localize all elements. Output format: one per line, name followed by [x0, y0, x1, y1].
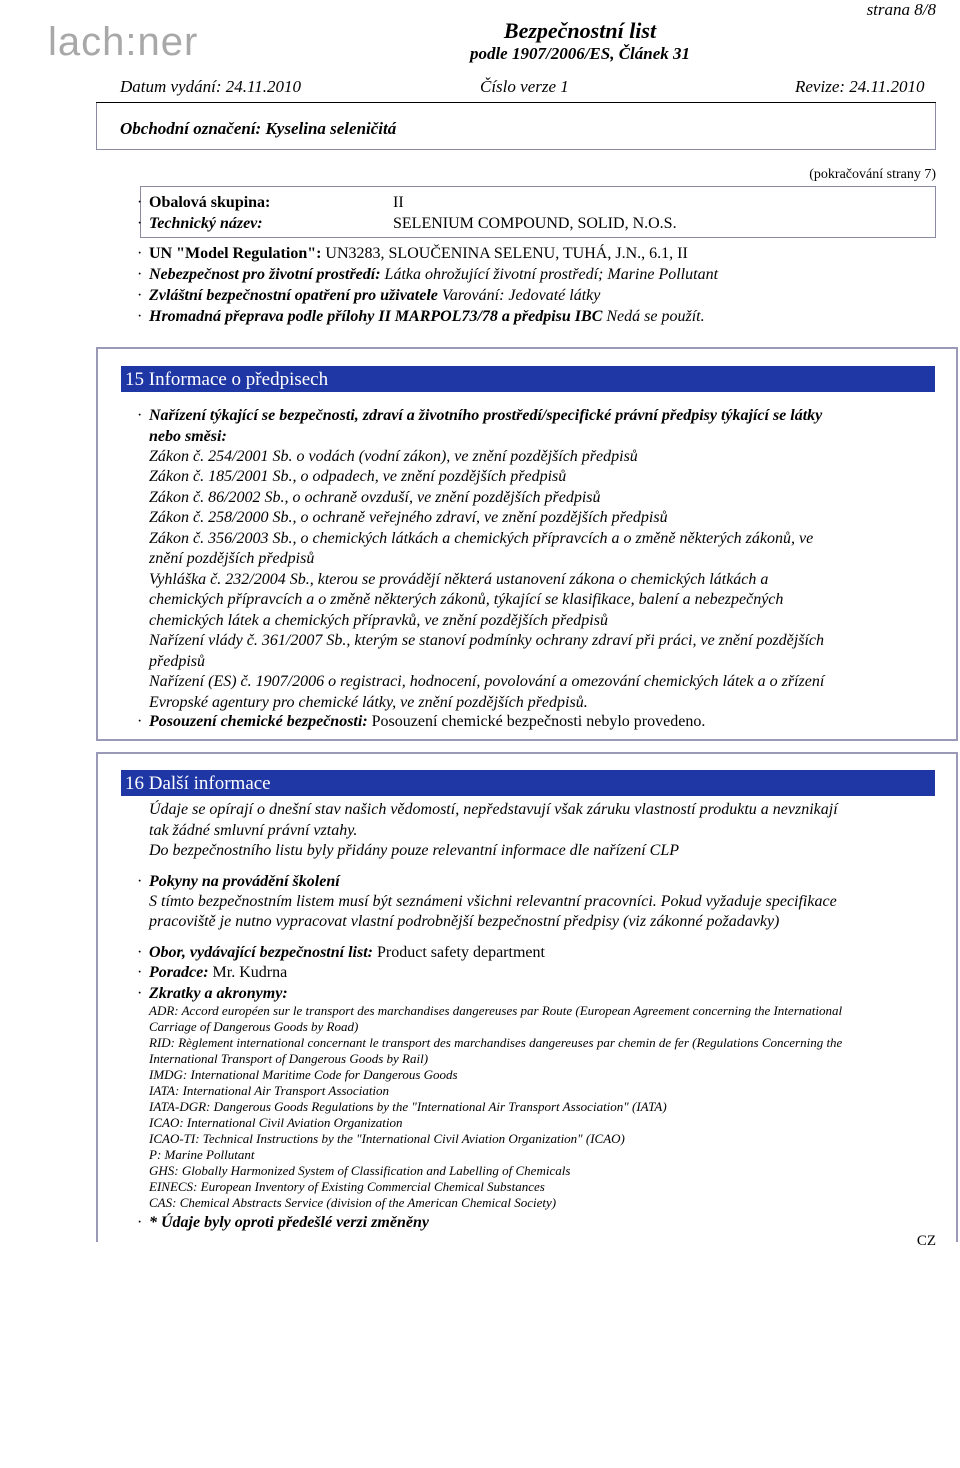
abbreviations-label: Zkratky a akronymy: [149, 985, 288, 1002]
bulk-transport-label: Hromadná přeprava podle přílohy II MARPOL73/78 a předpisu IBC [149, 308, 603, 325]
training-line: pracoviště je nutno vypracovat vlastní podrobnější bezpečnostní předpisy (viz zákonné požadavky) [149, 913, 780, 930]
regulation-label: Nařízení týkající se bezpečnosti, zdraví a životního prostředí/specifické právní předpisy týkající se látky [149, 407, 823, 424]
un-model-label: UN "Model Regulation": [149, 245, 322, 262]
abbreviation-line: ICAO: International Civil Aviation Organization [149, 1115, 403, 1130]
law-line: Zákon č. 258/2000 Sb., o ochraně veřejného zdraví, ve znění pozdějších předpisů [149, 509, 668, 526]
technical-name-row: · Technický název: [137, 215, 263, 232]
document-subtitle: podle 1907/2006/ES, Článek 31 [469, 44, 691, 63]
issue-date: Datum vydání: 24.11.2010 [120, 77, 301, 96]
technical-name-value: SELENIUM COMPOUND, SOLID, N.O.S. [393, 215, 677, 232]
regulation-label-cont: nebo směsi: [149, 428, 227, 445]
law-line: chemických látek a chemických přípravků, ve znění pozdějších předpisů [149, 612, 608, 629]
law-line: Nařízení (ES) č. 1907/2006 o registraci, hodnocení, povolování a omezování chemických látek a o zřízení [149, 673, 825, 690]
special-precautions-label: Zvláštní bezpečnostní opatření pro uživatele [149, 287, 438, 304]
special-precautions-value: Varování: Jedovaté látky [441, 287, 601, 304]
abbreviation-line: GHS: Globally Harmonized System of Classification and Labelling of Chemicals [149, 1163, 571, 1178]
abbreviation-line: IATA: International Air Transport Association [149, 1083, 390, 1098]
abbreviation-line: ICAO-TI: Technical Instructions by the "International Civil Aviation Organization" (ICAO) [149, 1131, 625, 1146]
bulk-transport-value: Nedá se použít. [606, 308, 705, 325]
assessment-row: · Posouzení chemické bezpečnosti: Posouzení chemické bezpečnosti nebylo provedeno. [137, 713, 706, 730]
regulation-label-row: · Nařízení týkající se bezpečnosti, zdraví a životního prostředí/specifické právní předpisy týkající se látky [137, 407, 823, 424]
special-precautions-row: · Zvláštní bezpečnostní opatření pro uživatele Varování: Jedovaté látky [137, 287, 601, 304]
law-line: Zákon č. 356/2003 Sb., o chemických látkách a chemických přípravcích a o změně některých zákonů, ve [149, 530, 814, 547]
env-hazard-label: Nebezpečnost pro životní prostředí: [149, 266, 381, 283]
advisor-row: · Poradce: Mr. Kudrna [137, 964, 288, 981]
changed-row: · * Údaje byly oproti předešlé verzi změněny [137, 1214, 429, 1231]
document-title: Bezpečnostní list [503, 18, 657, 43]
advisor-value: Mr. Kudrna [212, 964, 288, 981]
law-line: Evropské agentury pro chemické látky, ve znění pozdějších předpisů. [149, 694, 588, 711]
packing-group-row: · Obalová skupina: [137, 194, 271, 211]
abbreviation-line: ADR: Accord européen sur le transport des marchandises dangereuses par Route (European Agreement concerning the International [149, 1003, 843, 1018]
law-line: Zákon č. 254/2001 Sb. o vodách (vodní zákon), ve znění pozdějších předpisů [149, 448, 638, 465]
department-label: Obor, vydávající bezpečnostní list: [149, 944, 373, 961]
training-row: · Pokyny na provádění školení [137, 873, 340, 890]
page-number: strana 8/8 [866, 0, 936, 19]
law-line: Zákon č. 86/2002 Sb., o ochraně ovzduší, ve znění pozdějších předpisů [149, 489, 601, 506]
law-line: předpisů [149, 653, 205, 670]
intro-line: Do bezpečnostního listu byly přidány pouze relevantní informace dle nařízení CLP [149, 842, 679, 859]
env-hazard-value: Látka ohrožující životní prostředí; Marine Pollutant [384, 266, 719, 283]
assessment-label: Posouzení chemické bezpečnosti: [149, 713, 368, 730]
continuation-note: (pokračování strany 7) [809, 167, 936, 182]
bulk-transport-row: · Hromadná přeprava podle přílohy II MARPOL73/78 a předpisu IBC Nedá se použít. [137, 308, 705, 325]
department-value: Product safety department [376, 944, 545, 961]
abbreviation-line: IMDG: International Maritime Code for Dangerous Goods [149, 1067, 458, 1082]
abbreviation-line: International Transport of Dangerous Goods by Rail) [149, 1051, 429, 1066]
law-line: chemických přípravcích a o změně některých zákonů, týkající se klasifikace, balení a nebezpečných [149, 591, 784, 608]
revision-date: Revize: 24.11.2010 [795, 77, 925, 96]
abbreviation-line: P: Marine Pollutant [149, 1147, 255, 1162]
abbreviation-line: CAS: Chemical Abstracts Service (division of the American Chemical Society) [149, 1195, 557, 1210]
training-line: S tímto bezpečnostním listem musí být seznámeni všichni relevantní pracovníci. Pokud vyžaduje specifikace [149, 893, 837, 910]
assessment-value: Posouzení chemické bezpečnosti nebylo provedeno. [371, 713, 706, 730]
abbreviation-line: RID: Règlement international concernant le transport des marchandises dangereuses par chemin de fer (Regulations Concerning the [149, 1035, 843, 1050]
intro-line: Údaje se opírají o dnešní stav našich vědomostí, nepředstavují však záruku vlastností produktu a nevznikají [149, 801, 838, 818]
abbreviation-line: Carriage of Dangerous Goods by Road) [149, 1019, 359, 1034]
abbreviation-line: EINECS: European Inventory of Existing Commercial Chemical Substances [149, 1179, 545, 1194]
lachner-logo: lach:ner [48, 20, 199, 64]
abbreviations-row: · Zkratky a akronymy: [137, 985, 288, 1002]
technical-name-label: Technický název: [149, 215, 263, 232]
department-row: · Obor, vydávající bezpečnostní list: Product safety department [137, 944, 545, 961]
trade-name: Obchodní označení: Kyselina seleničitá [120, 119, 397, 138]
packing-group-value: II [393, 194, 404, 211]
training-label: Pokyny na provádění školení [149, 873, 340, 890]
env-hazard-row: · Nebezpečnost pro životní prostředí: Látka ohrožující životní prostředí; Marine Pollutant [137, 266, 719, 283]
law-line: Vyhláška č. 232/2004 Sb., kterou se provádějí některá ustanovení zákona o chemických látkách a [149, 571, 769, 588]
un-model-value: UN3283, SLOUČENINA SELENU, TUHÁ, J.N., 6.1, II [325, 245, 688, 262]
advisor-label: Poradce: [149, 964, 209, 981]
version-number: Číslo verze 1 [480, 77, 569, 96]
abbreviation-line: IATA-DGR: Dangerous Goods Regulations by the "International Air Transport Association" (IATA) [149, 1099, 667, 1114]
intro-line: tak žádné smluvní právní vztahy. [149, 822, 358, 839]
law-line: znění pozdějších předpisů [149, 550, 315, 567]
changed-label: * Údaje byly oproti předešlé verzi změněny [149, 1214, 429, 1231]
section-16-title: 16 Další informace [121, 770, 935, 796]
un-model-row: · UN "Model Regulation": UN3283, SLOUČENINA SELENU, TUHÁ, J.N., 6.1, II [137, 245, 688, 262]
language-code: CZ [916, 1233, 936, 1249]
section-15-title: 15 Informace o předpisech [121, 366, 935, 392]
law-line: Zákon č. 185/2001 Sb., o odpadech, ve znění pozdějších předpisů [149, 468, 567, 485]
law-line: Nařízení vlády č. 361/2007 Sb., kterým se stanoví podmínky ochrany zdraví při práci, ve znění pozdějších [149, 632, 824, 649]
packing-group-label: Obalová skupina: [149, 194, 271, 211]
